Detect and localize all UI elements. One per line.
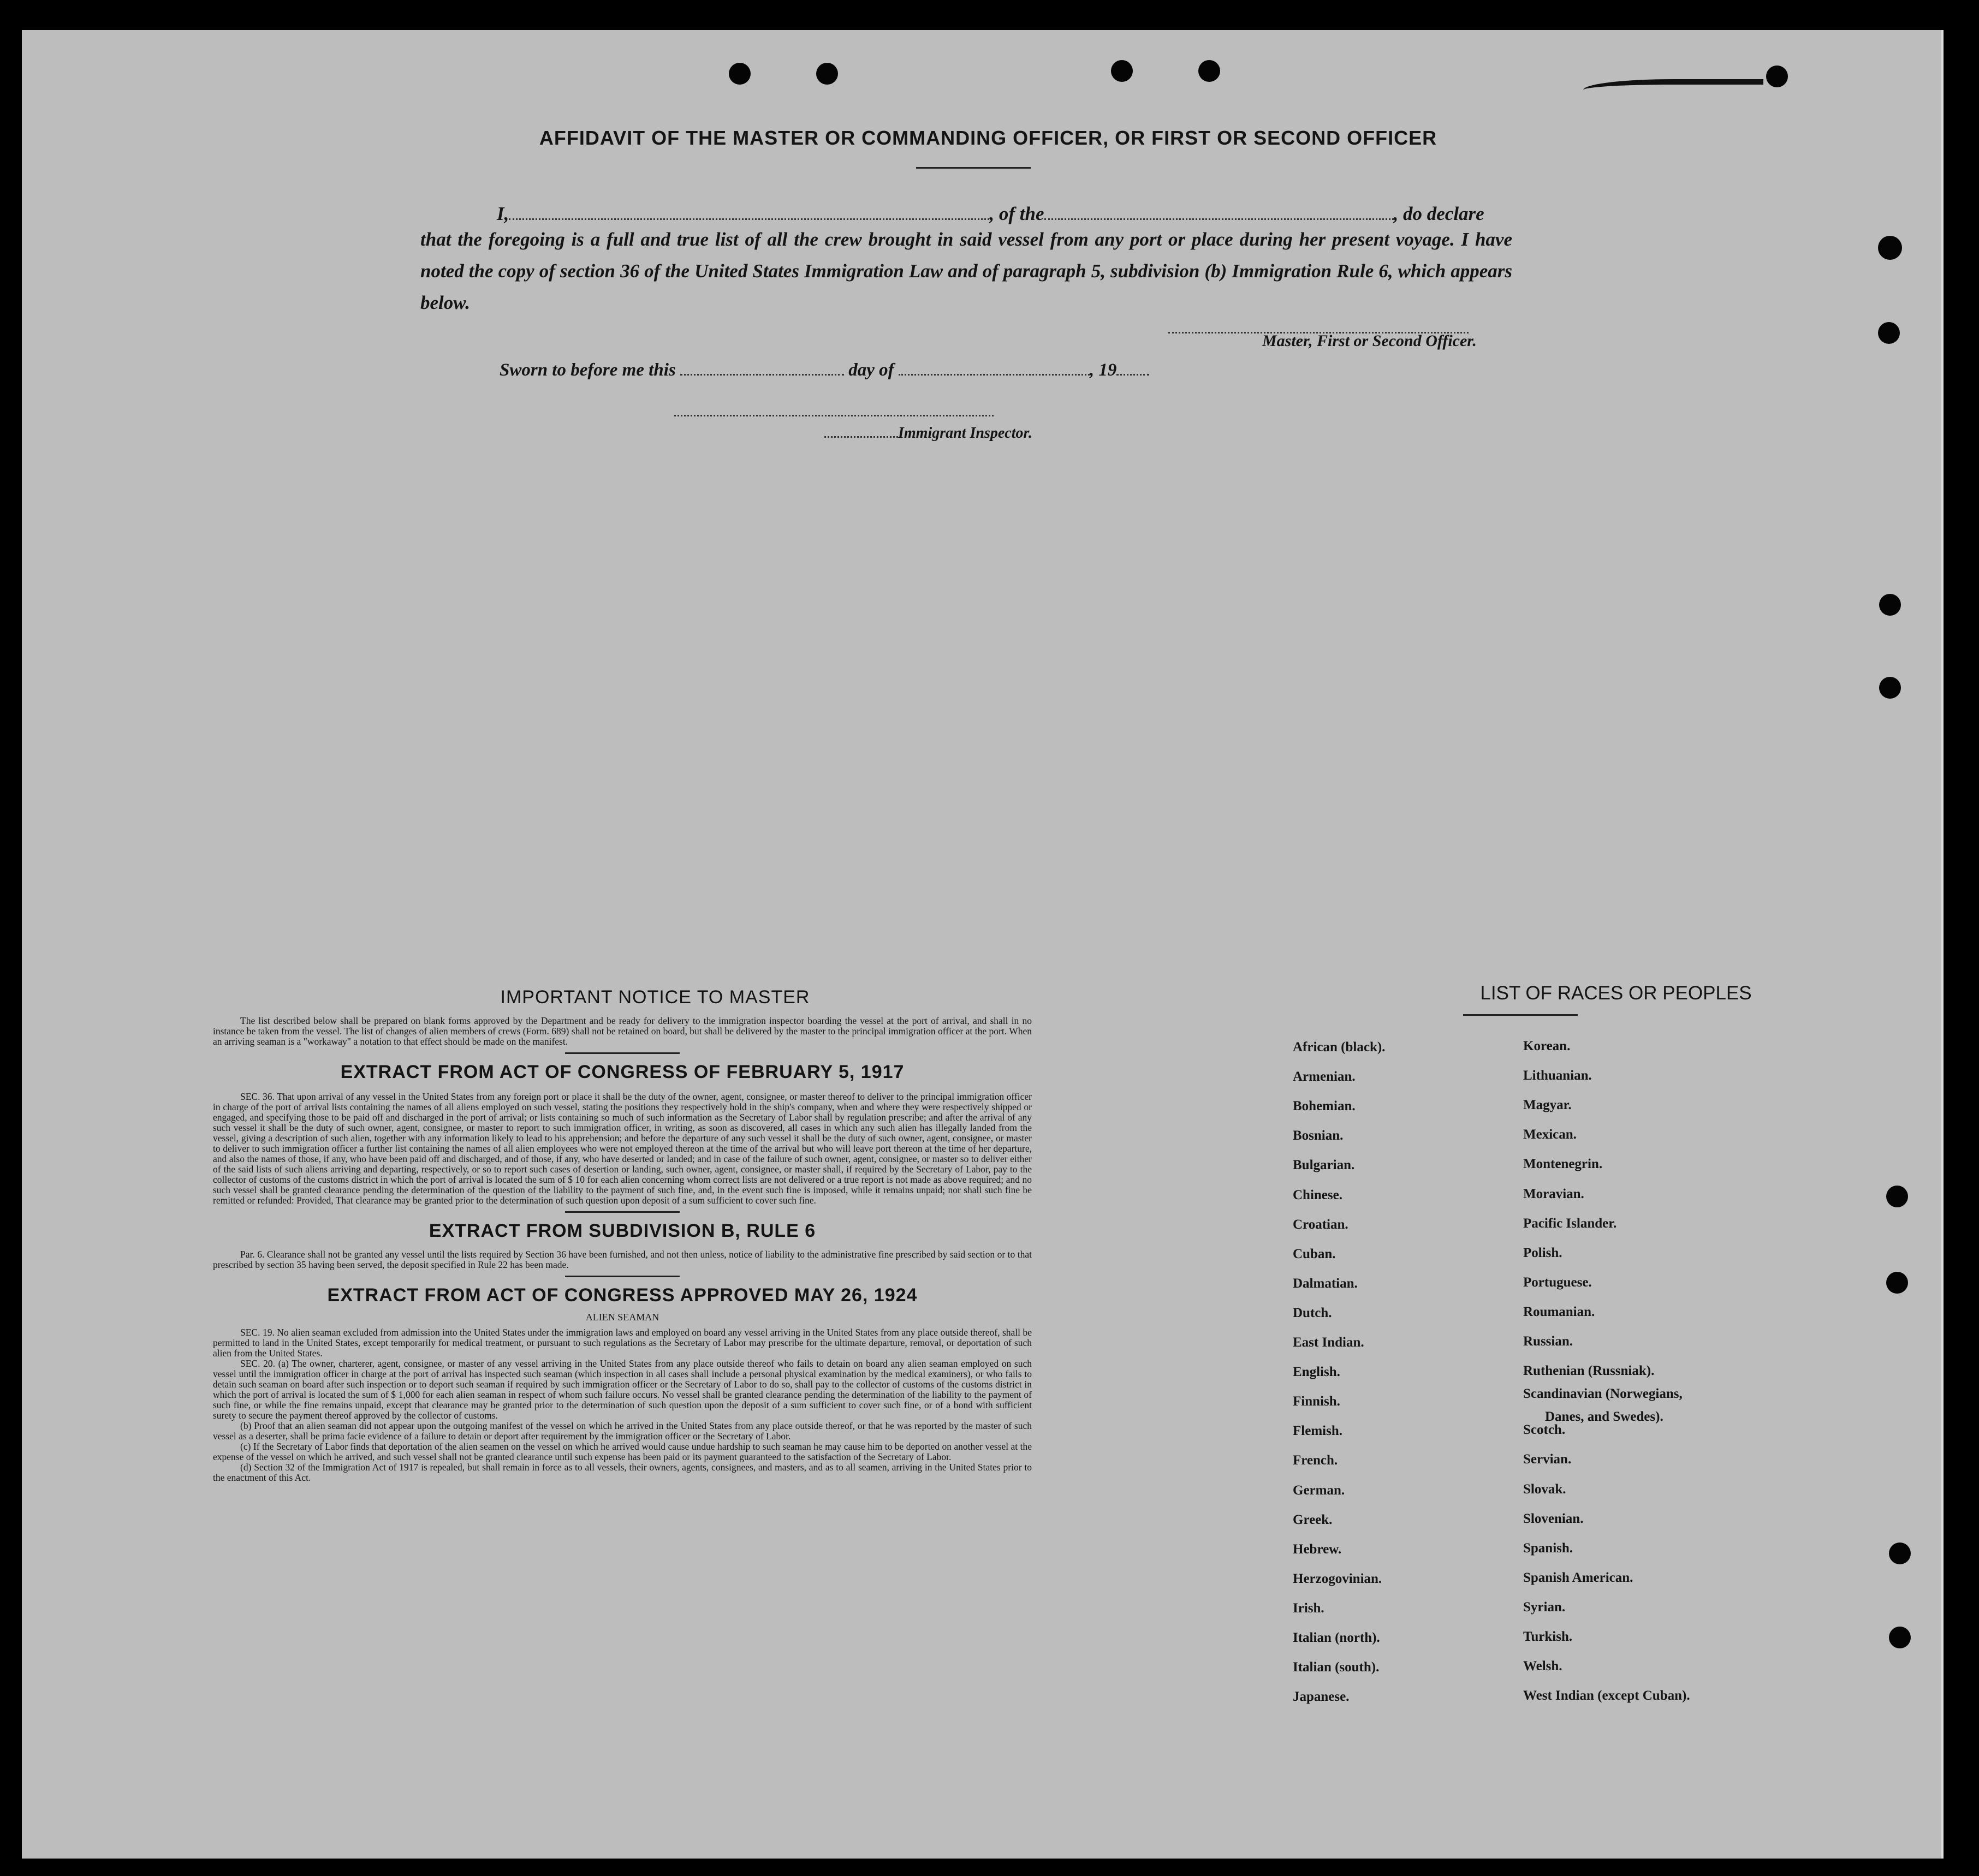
- sworn-month-field[interactable]: [899, 374, 1090, 376]
- race-item: Ruthenian (Russniak).: [1523, 1363, 1655, 1379]
- inspector-signature-field[interactable]: [674, 415, 994, 416]
- inspector-dots: [824, 436, 898, 438]
- race-item: Moravian.: [1523, 1186, 1584, 1201]
- race-item: Herzogovinian.: [1293, 1571, 1382, 1586]
- extract-1917-title: EXTRACT FROM ACT OF CONGRESS OF FEBRUARY 5, 1917: [340, 1062, 905, 1082]
- extract-1924-paragraph: (b) Proof that an alien seaman did not appear upon the outgoing manifest of the vessel on which he arrived in the United States from any place outside thereof, or that he was reported by the master of such vessel as a deserter, shall be prima facie evidence of a failure to detain or deport after requirement by the immigration officer or the Secretary of Labor.: [213, 1420, 1032, 1442]
- sworn-year-field[interactable]: [1116, 374, 1149, 376]
- race-item: Lithuanian.: [1523, 1068, 1592, 1083]
- title-underline: [916, 167, 1031, 169]
- race-item: Pacific Islander.: [1523, 1216, 1617, 1231]
- extract-1924-paragraph: (c) If the Secretary of Labor finds that deportation of the alien seamen on the vessel on which he arrived would cause undue hardship to such seaman he may cause him to be deported on another vessel at the expense of the vessel on which he arrived, and such vessel shall not be granted clearance until such expense has been paid or its payment guaranteed to the satisfaction of the Secretary of Labor.: [213, 1441, 1032, 1462]
- races-title: LIST OF RACES OR PEOPLES: [1480, 982, 1752, 1004]
- race-item: Italian (south).: [1293, 1660, 1380, 1675]
- extract-1924-title: EXTRACT FROM ACT OF CONGRESS APPROVED MAY 26, 1924: [327, 1285, 918, 1306]
- legal-notices: [213, 987, 1032, 1483]
- affidavit-declaration-line: [497, 203, 1512, 225]
- race-item: Magyar.: [1523, 1098, 1572, 1113]
- race-item: African (black).: [1293, 1040, 1386, 1055]
- inspector-label: Immigrant Inspector.: [898, 425, 1032, 442]
- sworn-day-field[interactable]: [680, 374, 844, 376]
- sworn-line: [500, 360, 1149, 380]
- race-item: Finnish.: [1293, 1394, 1340, 1409]
- extract-rule6-text: [213, 1249, 1032, 1270]
- affidavit-title: AFFIDAVIT OF THE MASTER OR COMMANDING OFFICER, OR FIRST OR SECOND OFFICER: [539, 127, 1437, 149]
- punch-hole: [1889, 1627, 1911, 1648]
- extract-1924-subtitle: ALIEN SEAMAN: [585, 1312, 659, 1323]
- section-separator: [565, 1276, 680, 1277]
- ink-smudge: [1583, 79, 1763, 101]
- extract-1924-paragraph: SEC. 20. (a) The owner, charterer, agent, consignee, or master of any vessel arriving in the United States from any place outside thereof who fails to detain on board any alien seaman employed on such vessel until the immigration officer in charge at the port of arrival has inspected such seaman (which inspection in all cases shall include a personal physical examination by the medical examiners), or who fails to detain such seaman on board after such inspection or to deport such seaman if required by such immigration officer or the Secretary of Labor to do so, shall pay to the collector of customs of the customs district in which the port of arrival is located the sum of $ 1,000 for each alien seaman in respect of whom such failure occurs. No vessel shall be granted clearance pending the determination of the liability to the payment of such fine, or while the fine remains unpaid, except that clearance may be granted prior to the determination of such question upon the deposit of a sum sufficient to cover such fine, or of a bond with sufficient surety to secure the payment thereof approved by the collector of customs.: [213, 1358, 1032, 1421]
- race-item: Spanish American.: [1523, 1570, 1633, 1585]
- notice-title: IMPORTANT NOTICE TO MASTER: [500, 987, 810, 1008]
- race-item: French.: [1293, 1453, 1338, 1468]
- notice-paragraph: The list described below shall be prepared on blank forms approved by the Department and be ready for delivery to the immigration inspector boarding the vessel at the port of arrival, and shall in no instance be taken from the vessel. The list of changes of alien members of crews (Form. 689) shall not be retained on board, but shall be delivered by the master to the principal immigration officer at the port. When an arriving seaman is a "workaway" a notation to that effect should be made on the manifest.: [213, 1015, 1032, 1047]
- declare-label: , do declare: [1393, 203, 1484, 224]
- section-separator: [565, 1052, 680, 1054]
- race-item: Portuguese.: [1523, 1275, 1592, 1290]
- race-item: Japanese.: [1293, 1689, 1350, 1705]
- race-item: Slovenian.: [1523, 1511, 1584, 1526]
- race-item: Bosnian.: [1293, 1128, 1344, 1144]
- race-item: Greek.: [1293, 1512, 1333, 1527]
- extract-rule6-paragraph: Par. 6. Clearance shall not be granted any vessel until the lists required by Section 36 have been furnished, and not then unless, notice of liability to the administrative fine prescribed by said section or to that prescribed by section 35 having been served, the deposit specified in Rule 22 has been made.: [213, 1249, 1032, 1270]
- punch-hole: [816, 63, 838, 85]
- race-item: Scandinavian (Norwegians,: [1523, 1386, 1683, 1402]
- race-item: Russian.: [1523, 1334, 1573, 1349]
- race-item: Cuban.: [1293, 1246, 1336, 1261]
- vessel-name-field[interactable]: [1044, 218, 1394, 220]
- race-item: Irish.: [1293, 1600, 1324, 1616]
- race-item: Bulgarian.: [1293, 1158, 1355, 1173]
- race-item: Roumanian.: [1523, 1304, 1595, 1319]
- year-prefix-label: , 19: [1089, 360, 1117, 380]
- section-separator: [565, 1211, 680, 1213]
- race-item: Scotch.: [1523, 1422, 1566, 1438]
- sworn-label: Sworn to before me this: [500, 360, 676, 380]
- punch-hole: [1766, 65, 1788, 87]
- punch-hole: [1886, 1186, 1908, 1207]
- race-item: Korean.: [1523, 1039, 1571, 1053]
- race-item: Hebrew.: [1293, 1541, 1342, 1557]
- race-item: Syrian.: [1523, 1599, 1566, 1615]
- race-item: Mexican.: [1523, 1127, 1577, 1142]
- race-item: Welsh.: [1523, 1659, 1562, 1674]
- punch-hole: [1878, 322, 1900, 344]
- race-item: Flemish.: [1293, 1424, 1342, 1439]
- race-item: Bohemian.: [1293, 1099, 1356, 1114]
- race-item: Chinese.: [1293, 1187, 1342, 1202]
- race-item: English.: [1293, 1365, 1340, 1380]
- punch-hole: [1879, 677, 1901, 699]
- race-item: Polish.: [1523, 1245, 1562, 1260]
- race-item: Armenian.: [1293, 1069, 1356, 1085]
- vessel-label: , of the: [989, 203, 1044, 224]
- declarant-name-field[interactable]: [509, 218, 989, 220]
- race-item: East Indian.: [1293, 1335, 1364, 1350]
- punch-hole: [729, 63, 751, 85]
- extract-1917-text: [213, 1092, 1032, 1206]
- master-signature-label: Master, First or Second Officer.: [1262, 332, 1477, 350]
- race-item: Turkish.: [1523, 1629, 1573, 1644]
- race-item: Servian.: [1523, 1452, 1572, 1467]
- inspector-line: [824, 425, 1032, 442]
- race-item: German.: [1293, 1482, 1345, 1498]
- race-item: Spanish.: [1523, 1540, 1573, 1556]
- punch-hole: [1886, 1272, 1908, 1294]
- extract-1924-paragraph: (d) Section 32 of the Immigration Act of 1917 is repealed, but shall remain in force as to all vessels, their owners, agents, consignees, and masters, and as to all seamen, arriving in the United States prior to the enactment of this Act.: [213, 1462, 1032, 1483]
- race-item: Croatian.: [1293, 1217, 1348, 1232]
- punch-hole: [1198, 60, 1220, 82]
- affidavit-body: that the foregoing is a full and true list of all the crew brought in said vessel from any port or place during her present voyage. I have noted the copy of section 36 of the United States Immigration Law and of paragraph 5, subdivision (b) Immigration Rule 6, which appears below.: [420, 229, 1512, 313]
- extract-1924-text: [213, 1327, 1032, 1483]
- race-item: Dalmatian.: [1293, 1276, 1358, 1291]
- extract-rule6-title: EXTRACT FROM SUBDIVISION B, RULE 6: [429, 1220, 816, 1241]
- race-item: Italian (north).: [1293, 1630, 1380, 1645]
- day-of-label: day of: [848, 360, 894, 380]
- punch-hole: [1878, 236, 1902, 260]
- declarant-label: I,: [497, 203, 509, 224]
- race-item: Dutch.: [1293, 1305, 1332, 1320]
- notice-text: [213, 1016, 1032, 1047]
- punch-hole: [1879, 594, 1901, 616]
- race-item: Montenegrin.: [1523, 1157, 1603, 1172]
- race-item: West Indian (except Cuban).: [1523, 1688, 1690, 1704]
- punch-hole: [1889, 1543, 1911, 1564]
- extract-1924-paragraph: SEC. 19. No alien seaman excluded from admission into the United States under the immigration laws and employed on board any vessel arriving in the United States from any place outside thereof, shall be permitted to land in the United States, except temporarily for medical treatment, or pursuant to such regulations as the Secretary of Labor may prescribe for the ultimate departure, removal, or deportation of such alien from the United States.: [213, 1327, 1032, 1359]
- extract-1917-paragraph: SEC. 36. That upon arrival of any vessel in the United States from any foreign port or place it shall be the duty of the owner, agent, consignee, or master thereof to deliver to the principal immigration officer in charge of the port of arrival lists containing the names of all aliens employed on such vessel, stating the positions they respectively hold in the ship's company, when and where they were respectively shipped or engaged, and specifying those to be paid off and discharged in the port of arrival; or lists containing so much of such information as the Secretary of Labor shall by regulation prescribe; and after the arrival of any such vessel it shall be the duty of such owner, agent, consignee, or master to report to such immigration officer, in writing, as soon as discovered, all cases in which any such alien has illegally landed from the vessel, giving a description of such alien, together with any information likely to lead to his apprehension; and before the departure of any such vessel it shall be the duty of such owner, agent, consignee, or master to deliver to such immigration officer a further list containing the names of all alien employees who were not employed thereon at the time of the arrival but who will leave port thereon at the time of her departure, and also the names of those, if any, who have been paid off and discharged, and of those, if any, who have deserted or landed; and in case of the failure of such owner, agent, consignee, or master so to deliver either of the said lists of such aliens arriving and departing, respectively, or so to report such cases of desertion or landing, such owner, agent, consignee, or master shall, if required by the Secretary of Labor, pay to the collector of customs of the customs district in which the port of arrival is located the sum of $ 10 for each alien concerning whom correct lists are not delivered or a true report is not made as above required; and no such vessel shall be granted clearance pending the determination of the question of the liability to the payment of such fine, and, in the event such fine is imposed, while it remains unpaid; nor shall such fine be remitted or refunded: Provided, That clearance may be granted prior to the determination of such question upon deposit of a sum sufficient to cover such fine.: [213, 1091, 1032, 1206]
- race-item: Danes, and Swedes).: [1545, 1409, 1663, 1425]
- punch-hole: [1111, 60, 1133, 82]
- race-item: Slovak.: [1523, 1481, 1566, 1497]
- races-title-underline: [1463, 1014, 1578, 1016]
